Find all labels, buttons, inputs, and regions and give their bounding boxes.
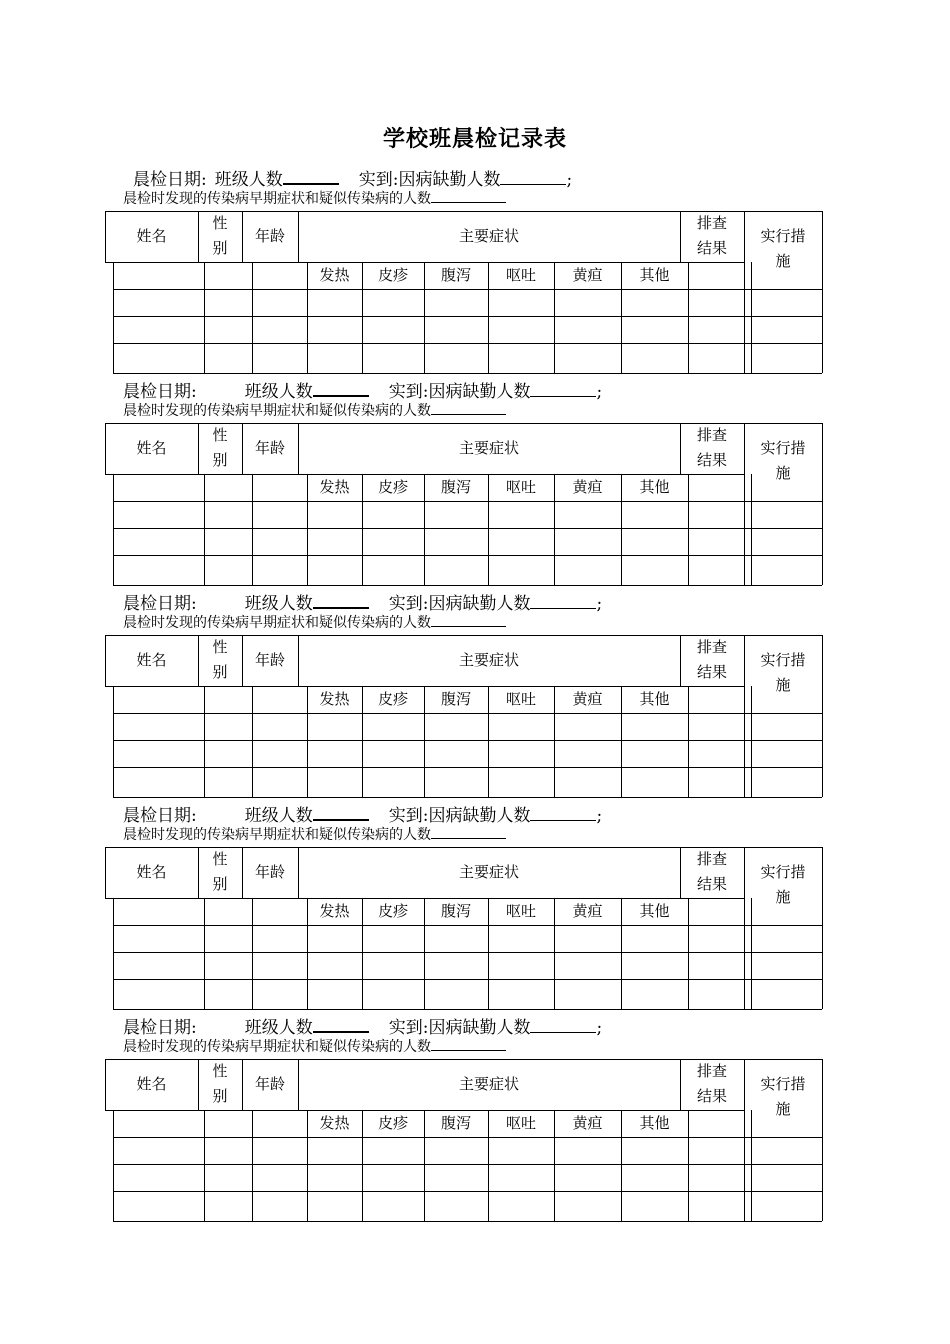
- symptom-header: 黄疸: [572, 478, 603, 496]
- header-measures: 施: [775, 1100, 791, 1118]
- row-line: [113, 1137, 822, 1138]
- table-bottom-border: [113, 1221, 822, 1222]
- header-bottom-name-border: [105, 262, 198, 263]
- note-text: 晨检时发现的传染病早期症状和疑似传染病的人数: [123, 827, 431, 843]
- header-measures: 施: [775, 464, 791, 482]
- date-label: 晨检日期:: [123, 1018, 197, 1038]
- table-left-border-bottom: [113, 262, 114, 373]
- header-age: 年龄: [254, 439, 285, 457]
- section-info-line: [123, 801, 602, 826]
- header-main-symptoms: 主要症状: [458, 863, 519, 881]
- symptom-header: 皮疹: [377, 690, 408, 708]
- section-note: [123, 612, 506, 632]
- table-left-border-bottom: [113, 686, 114, 797]
- header-name: 姓名: [136, 227, 167, 245]
- absent-label: 因病缺勤人数: [428, 382, 531, 402]
- column-divider: [252, 686, 253, 797]
- symptom-header: 发热: [319, 266, 350, 284]
- present-label: 实到:: [388, 594, 429, 614]
- row-line: [113, 1191, 822, 1192]
- header-name: 姓名: [136, 439, 167, 457]
- class-size-label: 班级人数: [244, 594, 313, 614]
- table-right-border: [822, 1059, 823, 1221]
- section-info-line: [133, 165, 572, 190]
- date-label: 晨检日期:: [123, 382, 197, 402]
- class-size-label: 班级人数: [214, 170, 283, 190]
- class-size-blank[interactable]: [313, 818, 369, 821]
- row-line: [113, 501, 822, 502]
- table-right-border: [822, 211, 823, 373]
- line-end: ;: [566, 170, 573, 190]
- row-line: [113, 528, 822, 529]
- symptom-header: 腹泻: [440, 902, 471, 920]
- row-line: [113, 713, 822, 714]
- header-measures: 实行措: [760, 1075, 806, 1093]
- symptom-header: 黄疸: [572, 902, 603, 920]
- class-size-label: 班级人数: [244, 806, 313, 826]
- line-end: ;: [596, 382, 603, 402]
- symptom-header: 发热: [319, 478, 350, 496]
- column-divider: [744, 501, 745, 585]
- header-bottom-name-border: [105, 898, 198, 899]
- suspected-count-blank[interactable]: [431, 625, 506, 627]
- symptom-header: 呕吐: [505, 266, 536, 284]
- header-age: 年龄: [254, 651, 285, 669]
- section-note: [123, 1036, 506, 1056]
- table-left-border-bottom: [113, 1110, 114, 1221]
- header-bottom-name-border: [105, 474, 198, 475]
- column-divider: [252, 898, 253, 1009]
- header-check-result: 结果: [696, 451, 727, 469]
- header-check-result: 排查: [696, 426, 727, 444]
- section-note: [123, 400, 506, 420]
- symptom-header: 发热: [319, 902, 350, 920]
- header-gender: 别: [212, 1087, 228, 1105]
- class-size-blank[interactable]: [313, 394, 369, 397]
- class-size-blank[interactable]: [313, 1030, 369, 1033]
- absent-count-blank[interactable]: [530, 395, 596, 397]
- symptom-header: 呕吐: [505, 690, 536, 708]
- header-age: 年龄: [254, 1075, 285, 1093]
- header-measures: 实行措: [760, 863, 806, 881]
- table-right-border: [822, 635, 823, 797]
- symptom-header: 其他: [639, 478, 670, 496]
- line-end: ;: [596, 594, 603, 614]
- column-divider: [688, 474, 689, 585]
- header-bottom-name-border: [105, 1110, 198, 1111]
- section-note: [123, 188, 506, 208]
- symptom-header: 皮疹: [377, 1114, 408, 1132]
- symptom-header: 发热: [319, 1114, 350, 1132]
- table-right-border: [822, 423, 823, 585]
- symptom-header: 黄疸: [572, 690, 603, 708]
- header-check-result: 结果: [696, 1087, 727, 1105]
- symptom-header: 皮疹: [377, 266, 408, 284]
- header-name: 姓名: [136, 1075, 167, 1093]
- class-size-blank[interactable]: [313, 606, 369, 609]
- date-label: 晨检日期:: [123, 806, 197, 826]
- header-measures: 实行措: [760, 439, 806, 457]
- symptom-header: 黄疸: [572, 1114, 603, 1132]
- header-bottom-name-border: [105, 686, 198, 687]
- column-divider: [751, 262, 752, 373]
- table-bottom-border: [113, 797, 822, 798]
- column-divider: [688, 898, 689, 1009]
- header-gender: 别: [212, 239, 228, 257]
- header-measures: 实行措: [760, 227, 806, 245]
- table-left-border-bottom: [113, 474, 114, 585]
- absent-label: 因病缺勤人数: [398, 170, 501, 190]
- header-measures: 施: [775, 676, 791, 694]
- header-check-result: 排查: [696, 850, 727, 868]
- absent-count-blank[interactable]: [530, 607, 596, 609]
- header-gender: 性: [212, 1062, 228, 1080]
- absent-count-blank[interactable]: [530, 819, 596, 821]
- suspected-count-blank[interactable]: [431, 201, 506, 203]
- column-divider: [688, 1110, 689, 1221]
- class-size-label: 班级人数: [244, 382, 313, 402]
- column-divider: [204, 262, 205, 373]
- note-text: 晨检时发现的传染病早期症状和疑似传染病的人数: [123, 191, 431, 207]
- table-bottom-border: [113, 1009, 822, 1010]
- note-text: 晨检时发现的传染病早期症状和疑似传染病的人数: [123, 403, 431, 419]
- absent-label: 因病缺勤人数: [428, 1018, 531, 1038]
- header-gender: 性: [212, 850, 228, 868]
- present-label: 实到:: [358, 170, 399, 190]
- column-divider: [252, 262, 253, 373]
- column-divider: [751, 1110, 752, 1221]
- header-main-symptoms: 主要症状: [458, 439, 519, 457]
- symptom-header: 发热: [319, 690, 350, 708]
- row-line: [113, 979, 822, 980]
- header-name: 姓名: [136, 863, 167, 881]
- column-divider: [744, 1137, 745, 1221]
- row-line: [113, 316, 822, 317]
- symptom-header: 其他: [639, 1114, 670, 1132]
- header-bottom-gender-age-border: [198, 898, 298, 899]
- symptom-header: 皮疹: [377, 478, 408, 496]
- header-bottom-gender-age-border: [198, 474, 298, 475]
- row-line: [113, 555, 822, 556]
- present-label: 实到:: [388, 1018, 429, 1038]
- header-bottom-gender-age-border: [198, 686, 298, 687]
- class-size-blank[interactable]: [283, 182, 339, 185]
- symptom-header: 呕吐: [505, 478, 536, 496]
- symptom-header: 呕吐: [505, 1114, 536, 1132]
- column-divider: [751, 474, 752, 585]
- header-gender: 性: [212, 638, 228, 656]
- line-end: ;: [596, 806, 603, 826]
- header-measures: 实行措: [760, 651, 806, 669]
- column-divider: [204, 898, 205, 1009]
- header-age: 年龄: [254, 227, 285, 245]
- row-line: [113, 740, 822, 741]
- column-divider: [252, 1110, 253, 1221]
- row-line: [113, 289, 822, 290]
- header-main-symptoms: 主要症状: [458, 651, 519, 669]
- header-age: 年龄: [254, 863, 285, 881]
- section-info-line: [123, 377, 602, 402]
- symptom-header: 其他: [639, 690, 670, 708]
- row-line: [113, 925, 822, 926]
- table-bottom-border: [113, 585, 822, 586]
- header-gender: 别: [212, 663, 228, 681]
- header-gender: 别: [212, 875, 228, 893]
- date-label: 晨检日期:: [133, 170, 207, 190]
- column-divider: [252, 474, 253, 585]
- row-line: [113, 952, 822, 953]
- column-divider: [744, 925, 745, 1009]
- section-note: [123, 824, 506, 844]
- header-bottom-gender-age-border: [198, 1110, 298, 1111]
- header-measures: 施: [775, 888, 791, 906]
- absent-label: 因病缺勤人数: [428, 594, 531, 614]
- column-divider: [204, 474, 205, 585]
- class-size-label: 班级人数: [244, 1018, 313, 1038]
- note-text: 晨检时发现的传染病早期症状和疑似传染病的人数: [123, 615, 431, 631]
- header-bottom-gender-age-border: [198, 262, 298, 263]
- document-title: 学校班晨检记录表: [382, 126, 567, 152]
- symptom-header: 其他: [639, 902, 670, 920]
- symptom-header: 腹泻: [440, 266, 471, 284]
- section-info-line: [123, 1013, 602, 1038]
- header-gender: 别: [212, 451, 228, 469]
- header-main-symptoms: 主要症状: [458, 227, 519, 245]
- section-info-line: [123, 589, 602, 614]
- header-measures: 施: [775, 252, 791, 270]
- header-check-result: 排查: [696, 638, 727, 656]
- header-main-symptoms: 主要症状: [458, 1075, 519, 1093]
- suspected-count-blank[interactable]: [431, 837, 506, 839]
- column-divider: [688, 262, 689, 373]
- column-divider: [751, 898, 752, 1009]
- column-divider: [744, 713, 745, 797]
- absent-count-blank[interactable]: [530, 1031, 596, 1033]
- note-text: 晨检时发现的传染病早期症状和疑似传染病的人数: [123, 1039, 431, 1055]
- date-label: 晨检日期:: [123, 594, 197, 614]
- row-line: [113, 767, 822, 768]
- line-end: ;: [596, 1018, 603, 1038]
- present-label: 实到:: [388, 806, 429, 826]
- symptom-header: 腹泻: [440, 1114, 471, 1132]
- row-line: [113, 343, 822, 344]
- header-check-result: 结果: [696, 875, 727, 893]
- header-check-result: 结果: [696, 239, 727, 257]
- absent-count-blank[interactable]: [500, 183, 566, 185]
- header-check-result: 排查: [696, 1062, 727, 1080]
- symptom-header: 黄疸: [572, 266, 603, 284]
- column-divider: [688, 686, 689, 797]
- column-divider: [204, 686, 205, 797]
- header-name: 姓名: [136, 651, 167, 669]
- row-line: [113, 1164, 822, 1165]
- suspected-count-blank[interactable]: [431, 1049, 506, 1051]
- symptom-header: 其他: [639, 266, 670, 284]
- table-bottom-border: [113, 373, 822, 374]
- symptom-header: 皮疹: [377, 902, 408, 920]
- symptom-header: 呕吐: [505, 902, 536, 920]
- column-divider: [204, 1110, 205, 1221]
- symptom-header: 腹泻: [440, 478, 471, 496]
- header-check-result: 排查: [696, 214, 727, 232]
- present-label: 实到:: [388, 382, 429, 402]
- absent-label: 因病缺勤人数: [428, 806, 531, 826]
- column-divider: [751, 686, 752, 797]
- header-gender: 性: [212, 214, 228, 232]
- header-check-result: 结果: [696, 663, 727, 681]
- symptom-header: 腹泻: [440, 690, 471, 708]
- table-left-border-bottom: [113, 898, 114, 1009]
- table-right-border: [822, 847, 823, 1009]
- column-divider: [744, 289, 745, 373]
- suspected-count-blank[interactable]: [431, 413, 506, 415]
- header-gender: 性: [212, 426, 228, 444]
